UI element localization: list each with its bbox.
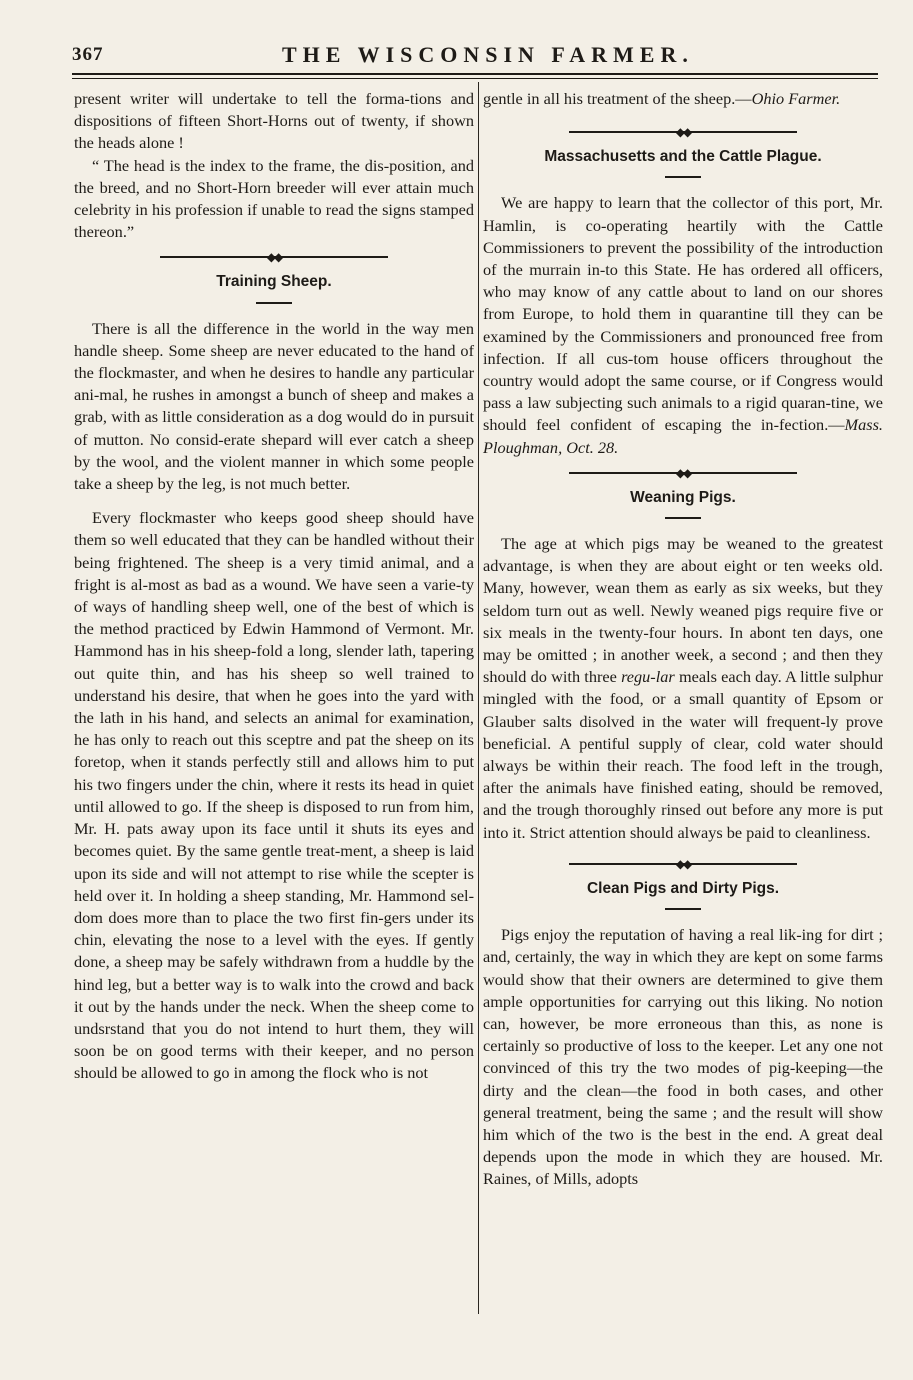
article-heading-massachusetts: Massachusetts and the Cattle Plague.	[544, 148, 822, 166]
section-ornament: ◆◆	[483, 465, 883, 481]
heading-rule	[665, 517, 701, 519]
article-heading-weaning-pigs: Weaning Pigs.	[630, 488, 736, 506]
paragraph: present writer will undertake to tell the forma-tions and dispositions of fifteen Short-Horns out of twenty, if shown the heads alone !	[74, 89, 474, 153]
paragraph	[483, 192, 883, 458]
quote-paragraph: “ The head is the index to the frame, the dis-position, and the breed, and no Short-Horn breeder will ever attain much celebrity in his profession if unable to read the signs stamped thereon.”	[74, 155, 474, 242]
paragraph-text: We are happy to learn that the collector of this port, Mr. Hamlin, is co-operating heartily with the Cattle Commissioners to prevent the possibility of the introduction of the murrain in-to this State. He has ordered all officers, who may know of any cattle about to land on our shores from Europe, to hold them in quarantine till they can be examined by the Commissioners and pronounced free from infection. If all cus-tom house officers throughout the country would adopt the same course, or if Congress would pass a law subjecting such animals to a rigid quaran-tine, we should feel confident of escaping the in-fection.—	[483, 193, 883, 435]
heading-rule	[665, 908, 701, 910]
paragraph: Pigs enjoy the reputation of having a real lik-ing for dirt ; and, certainly, the way in which they are kept on some farms would show that their owners are determined to give them ample opportunities for carrying out this liking. No notion can, however, be more erroneous than this, as none is certainly so productive of loss to the keeper. Let any one not convinced of this try the two modes of pig-keeping—the dirty and the clean—the food in both cases, and other general treatment, being the same ; and the result will show him which of the two is the best in the end. A great deal depends upon the mode in which they are housed. Mr. Raines, of Mills, adopts	[483, 925, 883, 1189]
journal-title: THE WISCONSIN FARMER.	[282, 42, 694, 67]
page-header	[72, 40, 880, 70]
article-heading-clean-pigs: Clean Pigs and Dirty Pigs.	[586, 879, 780, 897]
paragraph	[483, 533, 883, 844]
heading-rule	[665, 176, 701, 178]
paragraph-text: The age at which pigs may be weaned to the greatest advantage, is when they are about eight or ten weeks old. Many, however, wean them as early as six weeks, but they seldom turn out as well. Newly weaned pigs require five or six meals in the twenty-four hours. In abont ten days, one may be omitted ; in another week, a second ; and then they should do with three	[483, 534, 883, 687]
paragraph-text: meals each day. A little sulphur mingled with the food, or a small quantity of Epsom or Glauber salts disolved in the water will frequent-ly prove beneficial. A pentiful supply of clear, cold water should always be within their reach. The food left in the trough, after the animals have finished eating, should be removed, and the trough thoroughly rinsed out before any more is put into it. Strict attention should always be paid to cleanliness.	[483, 667, 884, 842]
left-column	[74, 88, 474, 1085]
source-citation: Ohio Farmer.	[751, 89, 841, 108]
paragraph: There is all the difference in the world in the way men handle sheep. Some sheep are never educated to the hand of the flockmaster, and when he desires to handle any particular ani-mal, he rushes in amongst a bunch of sheep and makes a grab, with as little consideration as a dog would do in pursuit of mutton. No consid-erate shepard will ever catch a sheep by the wool, and the violent manner in which some people take a sheep by the leg, is not much better.	[74, 318, 474, 494]
heading-rule	[256, 302, 292, 304]
article-heading-training-sheep: Training Sheep.	[216, 273, 332, 291]
page-number: 367	[72, 44, 104, 65]
section-ornament: ◆◆	[483, 124, 883, 140]
paragraph-text: gentle in all his treatment of the sheep.—	[483, 89, 752, 108]
header-rule-bottom	[72, 78, 878, 79]
paragraph: Every flockmaster who keeps good sheep should have them so well educated that they can be handled without their being frightened. The sheep is a very timid animal, and a fright is al-most as bad as a wound. We have seen a varie-ty of ways of handling sheep well, one of the best of which is the method practiced by Edwin Hammond of Vermont. Mr. Hammond has in his sheep-fold a long, slender lath, tapering out quite thin, and has his sheep so well trained to understand his desire, that when he goes into the yard with the lath in his hand, and selects an animal for examination, he has only to reach out this sceptre and pat the sheep on its foretop, when it stands perfectly still and allows him to put his two fingers under the chin, where it rests its head in quiet until allowed to go. If the sheep is disposed to run from him, Mr. H. pats away upon its face until it shuts its eyes and becomes quiet. By the same gentle treat-ment, a sheep is laid upon its side and will not attempt to rise while the scepter is held over it. In holding a sheep standing, Mr. Hammond sel-dom does more than to place the two first fin-gers under its chin, elevating the nose to a level with the eyes. If gently done, a sheep may be safely withdrawn from a huddle by the hind leg, but a better way is to walk into the crowd and back it out by the hands under the neck. When the sheep come to undsrstand that you do not intend to hurt them, they will soon be on good terms with their keeper, and no person should be allowed to go in among the flock who is not	[74, 508, 474, 1083]
header-rule-top	[72, 73, 878, 75]
section-ornament: ◆◆	[74, 249, 474, 265]
column-divider	[478, 82, 479, 1314]
section-ornament: ◆◆	[483, 856, 883, 872]
right-column	[483, 88, 883, 1191]
italic-word: regu-lar	[621, 667, 675, 687]
paragraph	[483, 88, 883, 110]
source-citation: Mass. Ploughman, Oct. 28.	[483, 415, 883, 457]
